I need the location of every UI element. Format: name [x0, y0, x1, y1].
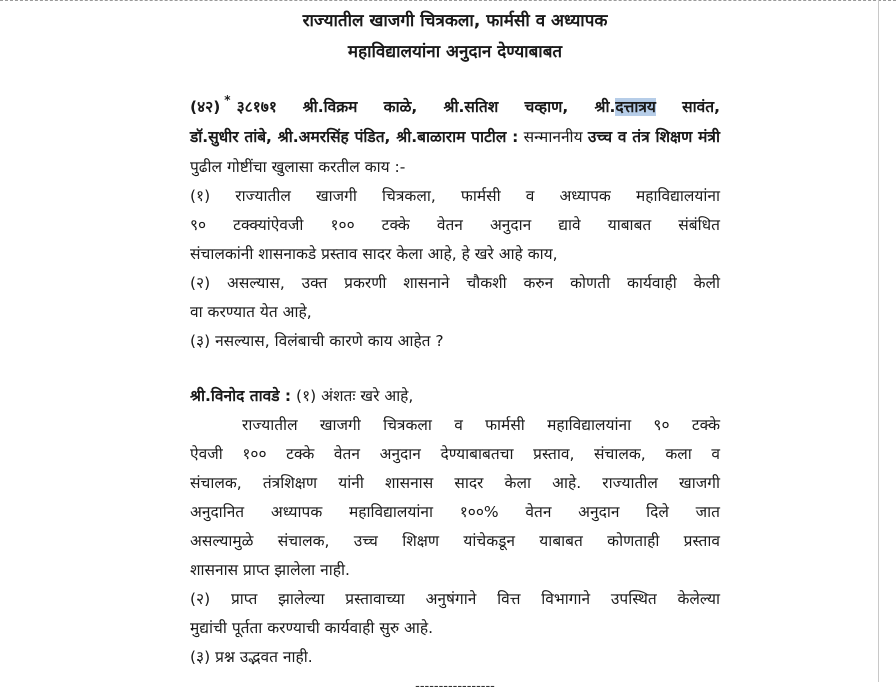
answer-item-3: (३) प्रश्न उद्भवत नाही. [190, 648, 313, 666]
page-right-border [878, 0, 879, 682]
question-intro: पुढील गोष्टींचा खुलासा करतील काय :- [190, 158, 406, 176]
minister-title: उच्च व तंत्र शिक्षण मंत्री [587, 128, 720, 146]
members-text-1: श्री.विक्रम काळे, श्री.सतिश चव्हाण, श्री. [302, 98, 616, 116]
section-separator: ----------------- [415, 679, 495, 694]
question-block [190, 85, 720, 356]
answer-para-line-1: राज्यातील खाजगी चित्रकला व फार्मसी महाविद्यालयांना ९० टक्के [242, 416, 720, 434]
selected-text-highlight[interactable]: दत्तात्रय [615, 98, 656, 116]
question-id: ३८१७१ [236, 98, 277, 116]
answer-block [190, 382, 720, 672]
answer-para-line-2: ऐवजी १०० टक्के वेतन अनुदान देण्याबाबतचा प्रस्ताव, संचालक, कला व [190, 445, 720, 463]
answer-para-line-3: संचालक, तंत्रशिक्षण यांनी शासनास सादर केला आहे. राज्यातील खाजगी [190, 474, 720, 492]
question-header-line-2 [190, 122, 720, 182]
question-item-1-line-3: संचालकांनी शासनाकडे प्रस्ताव सादर केला आहे, हे खरे आहे काय, [190, 245, 558, 263]
members-text-2: सावंत, [655, 98, 721, 116]
title-line-1: राज्यातील खाजगी चित्रकला, फार्मसी व अध्यापक [302, 11, 608, 31]
addressee-prefix: सन्माननीय [518, 128, 588, 146]
answer-para-line-6: शासनास प्राप्त झालेला नाही. [190, 561, 350, 579]
answer-first-line [190, 382, 720, 411]
page-top-border [0, 0, 896, 3]
members-list [303, 98, 720, 116]
question-item-3: (३) नसल्यास, विलंबाची कारणे काय आहेत ? [190, 332, 444, 350]
question-item-2-line-2: वा करण्यात येत आहे, [190, 303, 312, 321]
question-item-1-line-1: (१) राज्यातील खाजगी चित्रकला, फार्मसी व अध्यापक महाविद्यालयांना [190, 187, 720, 205]
members-line-2: डॉ.सुधीर तांबे, श्री.अमरसिंह पंडित, श्री.बाळाराम पाटील : [190, 128, 519, 146]
answer-para-line-4: अनुदानित अध्यापक महाविद्यालयांना १००% वेतन अनुदान दिले जात [190, 503, 720, 521]
page-title [190, 6, 720, 68]
answer-minister-name: श्री.विनोद तावडे : [190, 387, 292, 405]
question-item-1-line-2: ९० टक्क्यांऐवजी १०० टक्के वेतन अनुदान द्यावे याबाबत संबंधित [190, 216, 720, 234]
question-header-line-1 [190, 85, 720, 122]
answer-item-2-line-2: मुद्यांची पूर्तता करण्याची कार्यवाही सुरु आहे. [190, 619, 434, 637]
question-number: (४२) [190, 98, 221, 116]
answer-para-line-5: असल्यामुळे संचालक, उच्च शिक्षण यांचेकडून याबाबत कोणताही प्रस्ताव [190, 532, 720, 550]
answer-item-2-line-1: (२) प्राप्त झालेल्या प्रस्तावाच्या अनुषंगाने वित्त विभागाने उपस्थित केलेल्या [190, 590, 720, 608]
answer-item-1: (१) अंशतः खरे आहे, [291, 387, 414, 405]
document-body [190, 6, 720, 698]
starred-mark: * [224, 93, 231, 107]
question-item-2-line-1: (२) असल्यास, उक्त प्रकरणी शासनाने चौकशी करुन कोणती कार्यवाही केली [190, 274, 720, 292]
title-line-2: महाविद्यालयांना अनुदान देण्याबाबत [347, 42, 563, 62]
